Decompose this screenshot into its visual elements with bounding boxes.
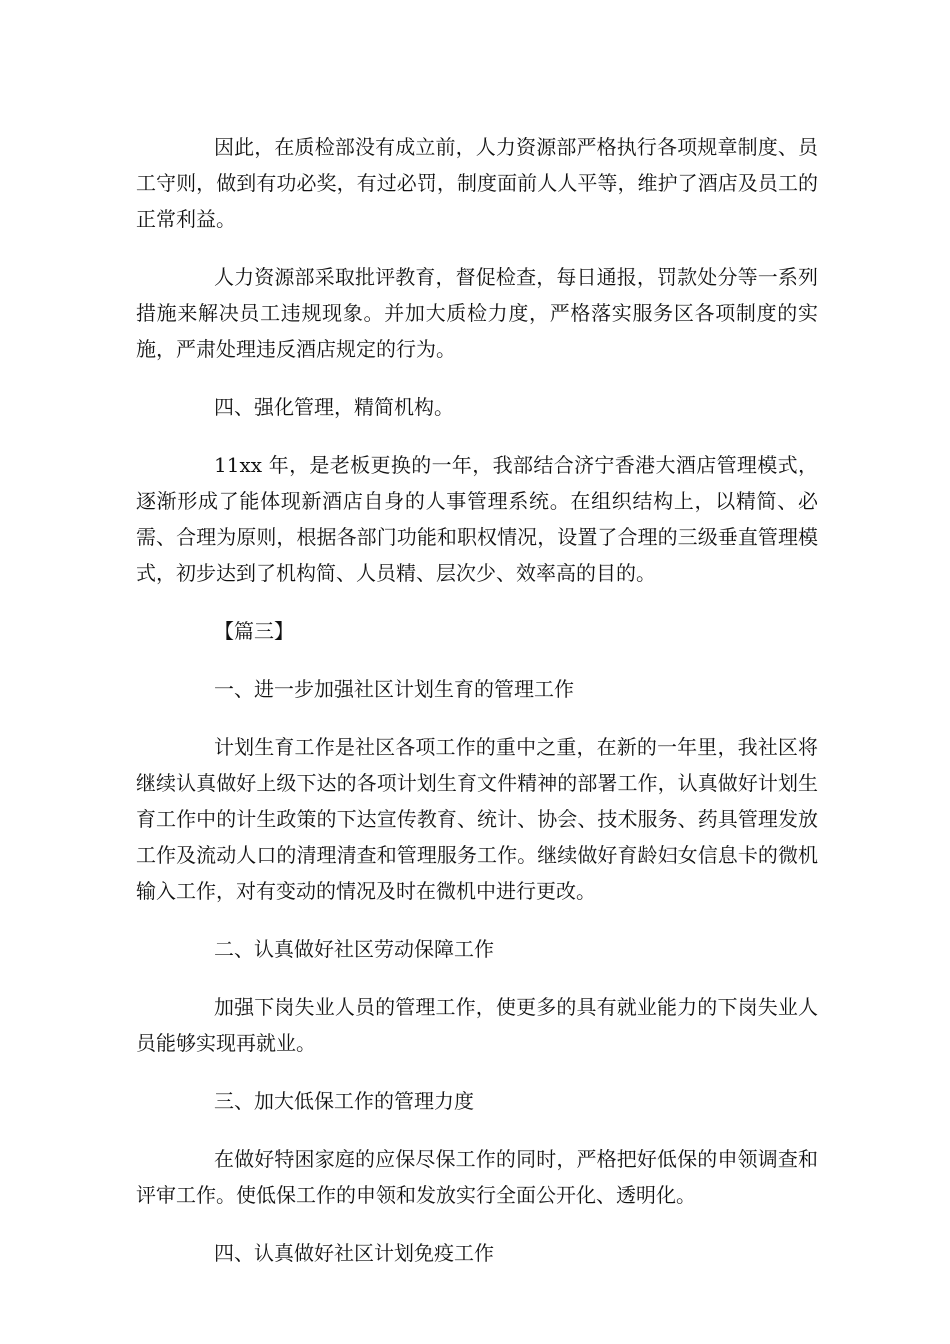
paragraph: 人力资源部采取批评教育，督促检查，每日通报，罚款处分等一系列措施来解决员工违规现象。并加大质检力度，严格落实服务区各项制度的实施，严肃处理违反酒店规定的行为。: [136, 265, 818, 361]
section-heading: 四、认真做好社区计划免疫工作: [214, 1241, 494, 1265]
paragraph: 因此，在质检部没有成立前，人力资源部严格执行各项规章制度、员工守则，做到有功必奖，有过必罚，制度面前人人平等，维护了酒店及员工的正常利益。: [136, 135, 818, 231]
section-heading: 四、强化管理，精简机构。: [214, 395, 454, 419]
section-heading: 三、加大低保工作的管理力度: [214, 1089, 474, 1113]
document-body: [136, 129, 818, 1293]
paragraph: 加强下岗失业人员的管理工作，使更多的具有就业能力的下岗失业人员能够实现再就业。: [136, 995, 818, 1055]
section-heading: 二、认真做好社区劳动保障工作: [214, 937, 494, 961]
paragraph: 计划生育工作是社区各项工作的重中之重，在新的一年里，我社区将继续认真做好上级下达的各项计划生育文件精神的部署工作，认真做好计划生育工作中的计生政策的下达宣传教育、统计、协会、技术服务、药具管理发放工作及流动人口的清理清查和管理服务工作。继续做好育龄妇女信息卡的微机输入工作，对有变动的情况及时在微机中进行更改。: [136, 735, 818, 903]
paragraph: 11xx 年，是老板更换的一年，我部结合济宁香港大酒店管理模式，逐渐形成了能体现新酒店自身的人事管理系统。在组织结构上，以精简、必需、合理为原则，根据各部门功能和职权情况，设置了合理的三级垂直管理模式，初步达到了机构简、人员精、层次少、效率高的目的。: [136, 453, 818, 585]
chapter-heading: 【篇三】: [214, 619, 294, 643]
section-heading: 一、进一步加强社区计划生育的管理工作: [214, 677, 574, 701]
paragraph: 在做好特困家庭的应保尽保工作的同时，严格把好低保的申领调查和评审工作。使低保工作的申领和发放实行全面公开化、透明化。: [136, 1147, 818, 1207]
